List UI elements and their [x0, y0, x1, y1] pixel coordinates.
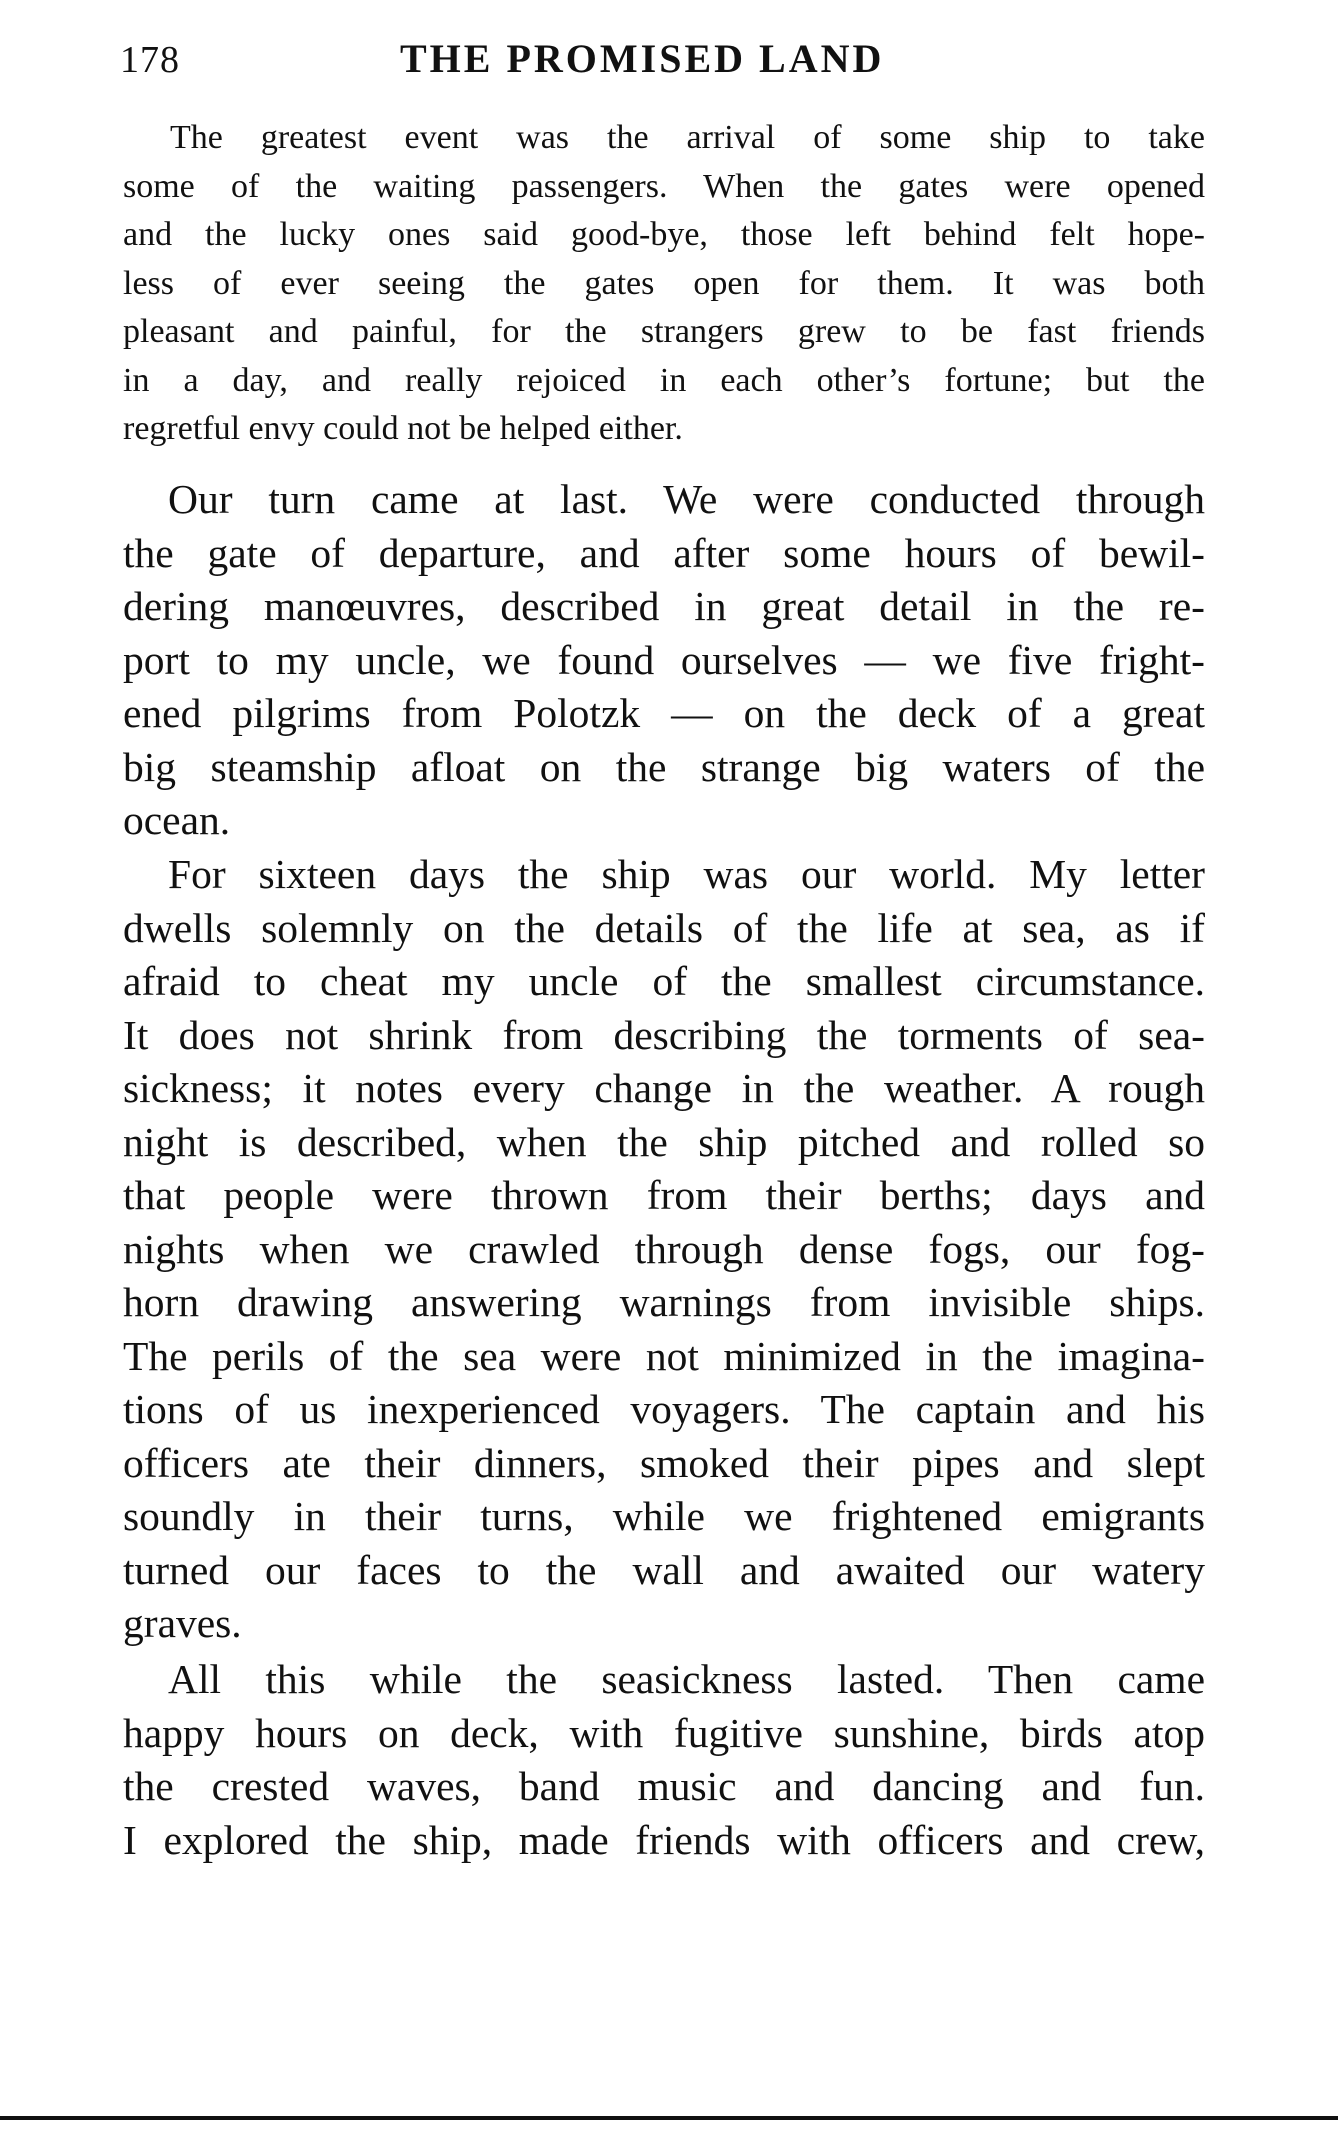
text-line: some of the waiting passengers. When the gates were opened — [123, 167, 1205, 205]
text-line: dwells solemnly on the details of the life at sea, as if — [123, 904, 1205, 951]
text-line: nights when we crawled through dense fogs, our fog- — [123, 1225, 1205, 1272]
text-line: officers ate their dinners, smoked their pipes and slept — [123, 1439, 1205, 1486]
text-line: the gate of departure, and after some hours of bewil- — [123, 529, 1205, 576]
text-line: in a day, and really rejoiced in each other’s fortune; but the — [123, 361, 1205, 399]
text-line: ocean. — [123, 797, 231, 843]
bottom-rule — [0, 2116, 1338, 2120]
text-line: turned our faces to the wall and awaited our watery — [123, 1546, 1205, 1593]
paragraph-4 — [123, 1653, 1205, 1867]
text-line: The greatest event was the arrival of some ship to take — [170, 119, 1205, 156]
text-line: I explored the ship, made friends with officers and crew, — [123, 1816, 1205, 1863]
text-line: dering manœuvres, described in great detail in the re- — [123, 583, 1205, 629]
page-number: 178 — [120, 39, 180, 81]
text-line: regretful envy could not be helped either. — [123, 410, 683, 447]
text-line: pleasant and painful, for the strangers grew to be fast friends — [123, 313, 1205, 350]
text-line: For sixteen days the ship was our world. My letter — [168, 851, 1205, 897]
text-line: ened pilgrims from Polotzk — on the deck of a great — [123, 690, 1205, 736]
text-line: port to my uncle, we found ourselves — we five fright- — [123, 636, 1205, 683]
text-line: tions of us inexperienced voyagers. The captain and his — [123, 1386, 1205, 1432]
text-line: horn drawing answering warnings from invisible ships. — [123, 1279, 1205, 1325]
text-line: that people were thrown from their berths; days and — [123, 1172, 1205, 1218]
text-line: graves. — [123, 1600, 242, 1646]
text-line: The perils of the sea were not minimized in the imagina- — [123, 1332, 1205, 1379]
text-line: afraid to cheat my uncle of the smallest circumstance. — [123, 958, 1205, 1004]
paragraph-2 — [123, 473, 1205, 848]
text-line: happy hours on deck, with fugitive sunshine, birds atop — [123, 1709, 1205, 1756]
text-line: the crested waves, band music and dancing and fun. — [123, 1763, 1205, 1809]
running-head-title: THE PROMISED LAND — [400, 36, 885, 81]
text-line: less of ever seeing the gates open for them. It was both — [123, 264, 1205, 302]
text-line: big steamship afloat on the strange big waters of the — [123, 743, 1205, 790]
text-line: and the lucky ones said good-bye, those left behind felt hope- — [123, 216, 1205, 253]
text-line: All this while the seasickness lasted. Then came — [168, 1656, 1205, 1702]
paragraph-3 — [123, 848, 1205, 1651]
text-line: sickness; it notes every change in the weather. A rough — [123, 1065, 1205, 1111]
text-line: It does not shrink from describing the torments of sea- — [123, 1011, 1205, 1058]
text-line: soundly in their turns, while we frightened emigrants — [123, 1493, 1205, 1539]
text-line: night is described, when the ship pitched and rolled so — [123, 1118, 1205, 1165]
text-line: Our turn came at last. We were conducted through — [168, 476, 1205, 522]
paragraph-1 — [123, 114, 1205, 454]
